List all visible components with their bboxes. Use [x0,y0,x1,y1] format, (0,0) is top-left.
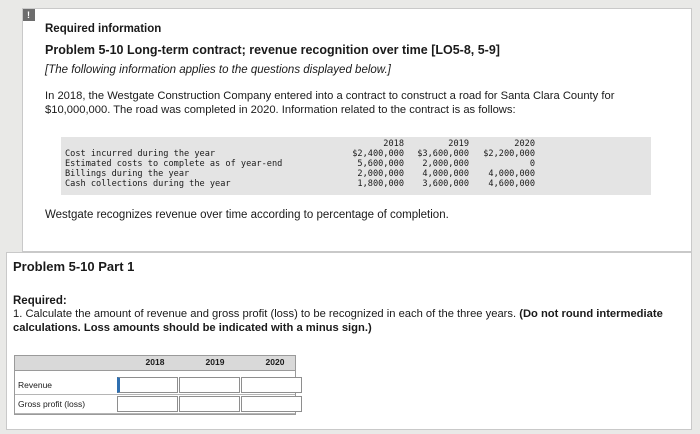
answer-header-2020: 2020 [265,357,285,367]
row-value: 2,000,000 [357,169,404,179]
info-icon: ! [23,9,35,21]
table-header-row [61,139,651,149]
row-value: 1,800,000 [357,179,404,189]
problem-part-panel [6,252,692,430]
row-value: $3,600,000 [417,149,469,159]
row-value: $2,400,000 [352,149,404,159]
year-header-2019: 2019 [448,139,469,149]
part-title: Problem 5-10 Part 1 [13,259,135,274]
recognition-note: Westgate recognizes revenue over time according to percentage of completion. [45,209,449,221]
required-information-heading: Required information [45,23,162,35]
row-value: 3,600,000 [422,179,469,189]
year-header-2018: 2018 [383,139,404,149]
year-header-2020: 2020 [514,139,535,149]
row-value: 4,000,000 [488,169,535,179]
answer-header-2018: 2018 [145,357,165,367]
revenue-2020-input[interactable] [241,377,302,393]
row-label: Cash collections during the year [65,179,231,189]
required-text: 1. Calculate the amount of revenue and gross profit (loss) to be recognized in each of the three years. [13,308,517,320]
revenue-2019-input[interactable] [179,377,240,393]
row-label: Gross profit (loss) [18,399,86,409]
required-bold-note: (Do not round intermediate calculations. Loss amounts should be indicated with a minus sign.) [13,308,663,334]
required-instructions [13,308,689,335]
required-heading: Required: [13,295,67,307]
answer-header-2019: 2019 [205,357,225,367]
row-value: 2,000,000 [422,159,469,169]
row-value: 4,600,000 [488,179,535,189]
table-row [61,149,651,159]
gross-profit-2018-input[interactable] [117,396,178,412]
row-label: Billings during the year [65,169,190,179]
answer-table-header [15,356,295,371]
answer-table [14,355,296,415]
contract-data-table [61,137,651,195]
row-label: Estimated costs to complete as of year-end [65,159,283,169]
row-value: 0 [529,159,535,169]
table-row [61,169,651,179]
problem-note: [The following information applies to the questions displayed below.] [45,64,391,76]
required-information-panel [22,8,692,252]
table-row [61,159,651,169]
row-value: 4,000,000 [422,169,469,179]
row-value: $2,200,000 [483,149,535,159]
table-row [61,179,651,189]
revenue-2018-input[interactable] [117,377,178,393]
problem-title: Problem 5-10 Long-term contract; revenue recognition over time [LO5-8, 5-9] [45,43,500,57]
answer-row-revenue [15,376,295,395]
gross-profit-2019-input[interactable] [179,396,240,412]
gross-profit-2020-input[interactable] [241,396,302,412]
problem-description: In 2018, the Westgate Construction Company entered into a contract to construct a road for Santa Clara County for $10,000,000. The road was completed in 2020. Information related to the contract is as follows: [45,90,615,116]
row-value: 5,600,000 [357,159,404,169]
row-label: Cost incurred during the year [65,149,216,159]
answer-row-gross-profit [15,395,295,414]
row-label: Revenue [18,380,53,390]
